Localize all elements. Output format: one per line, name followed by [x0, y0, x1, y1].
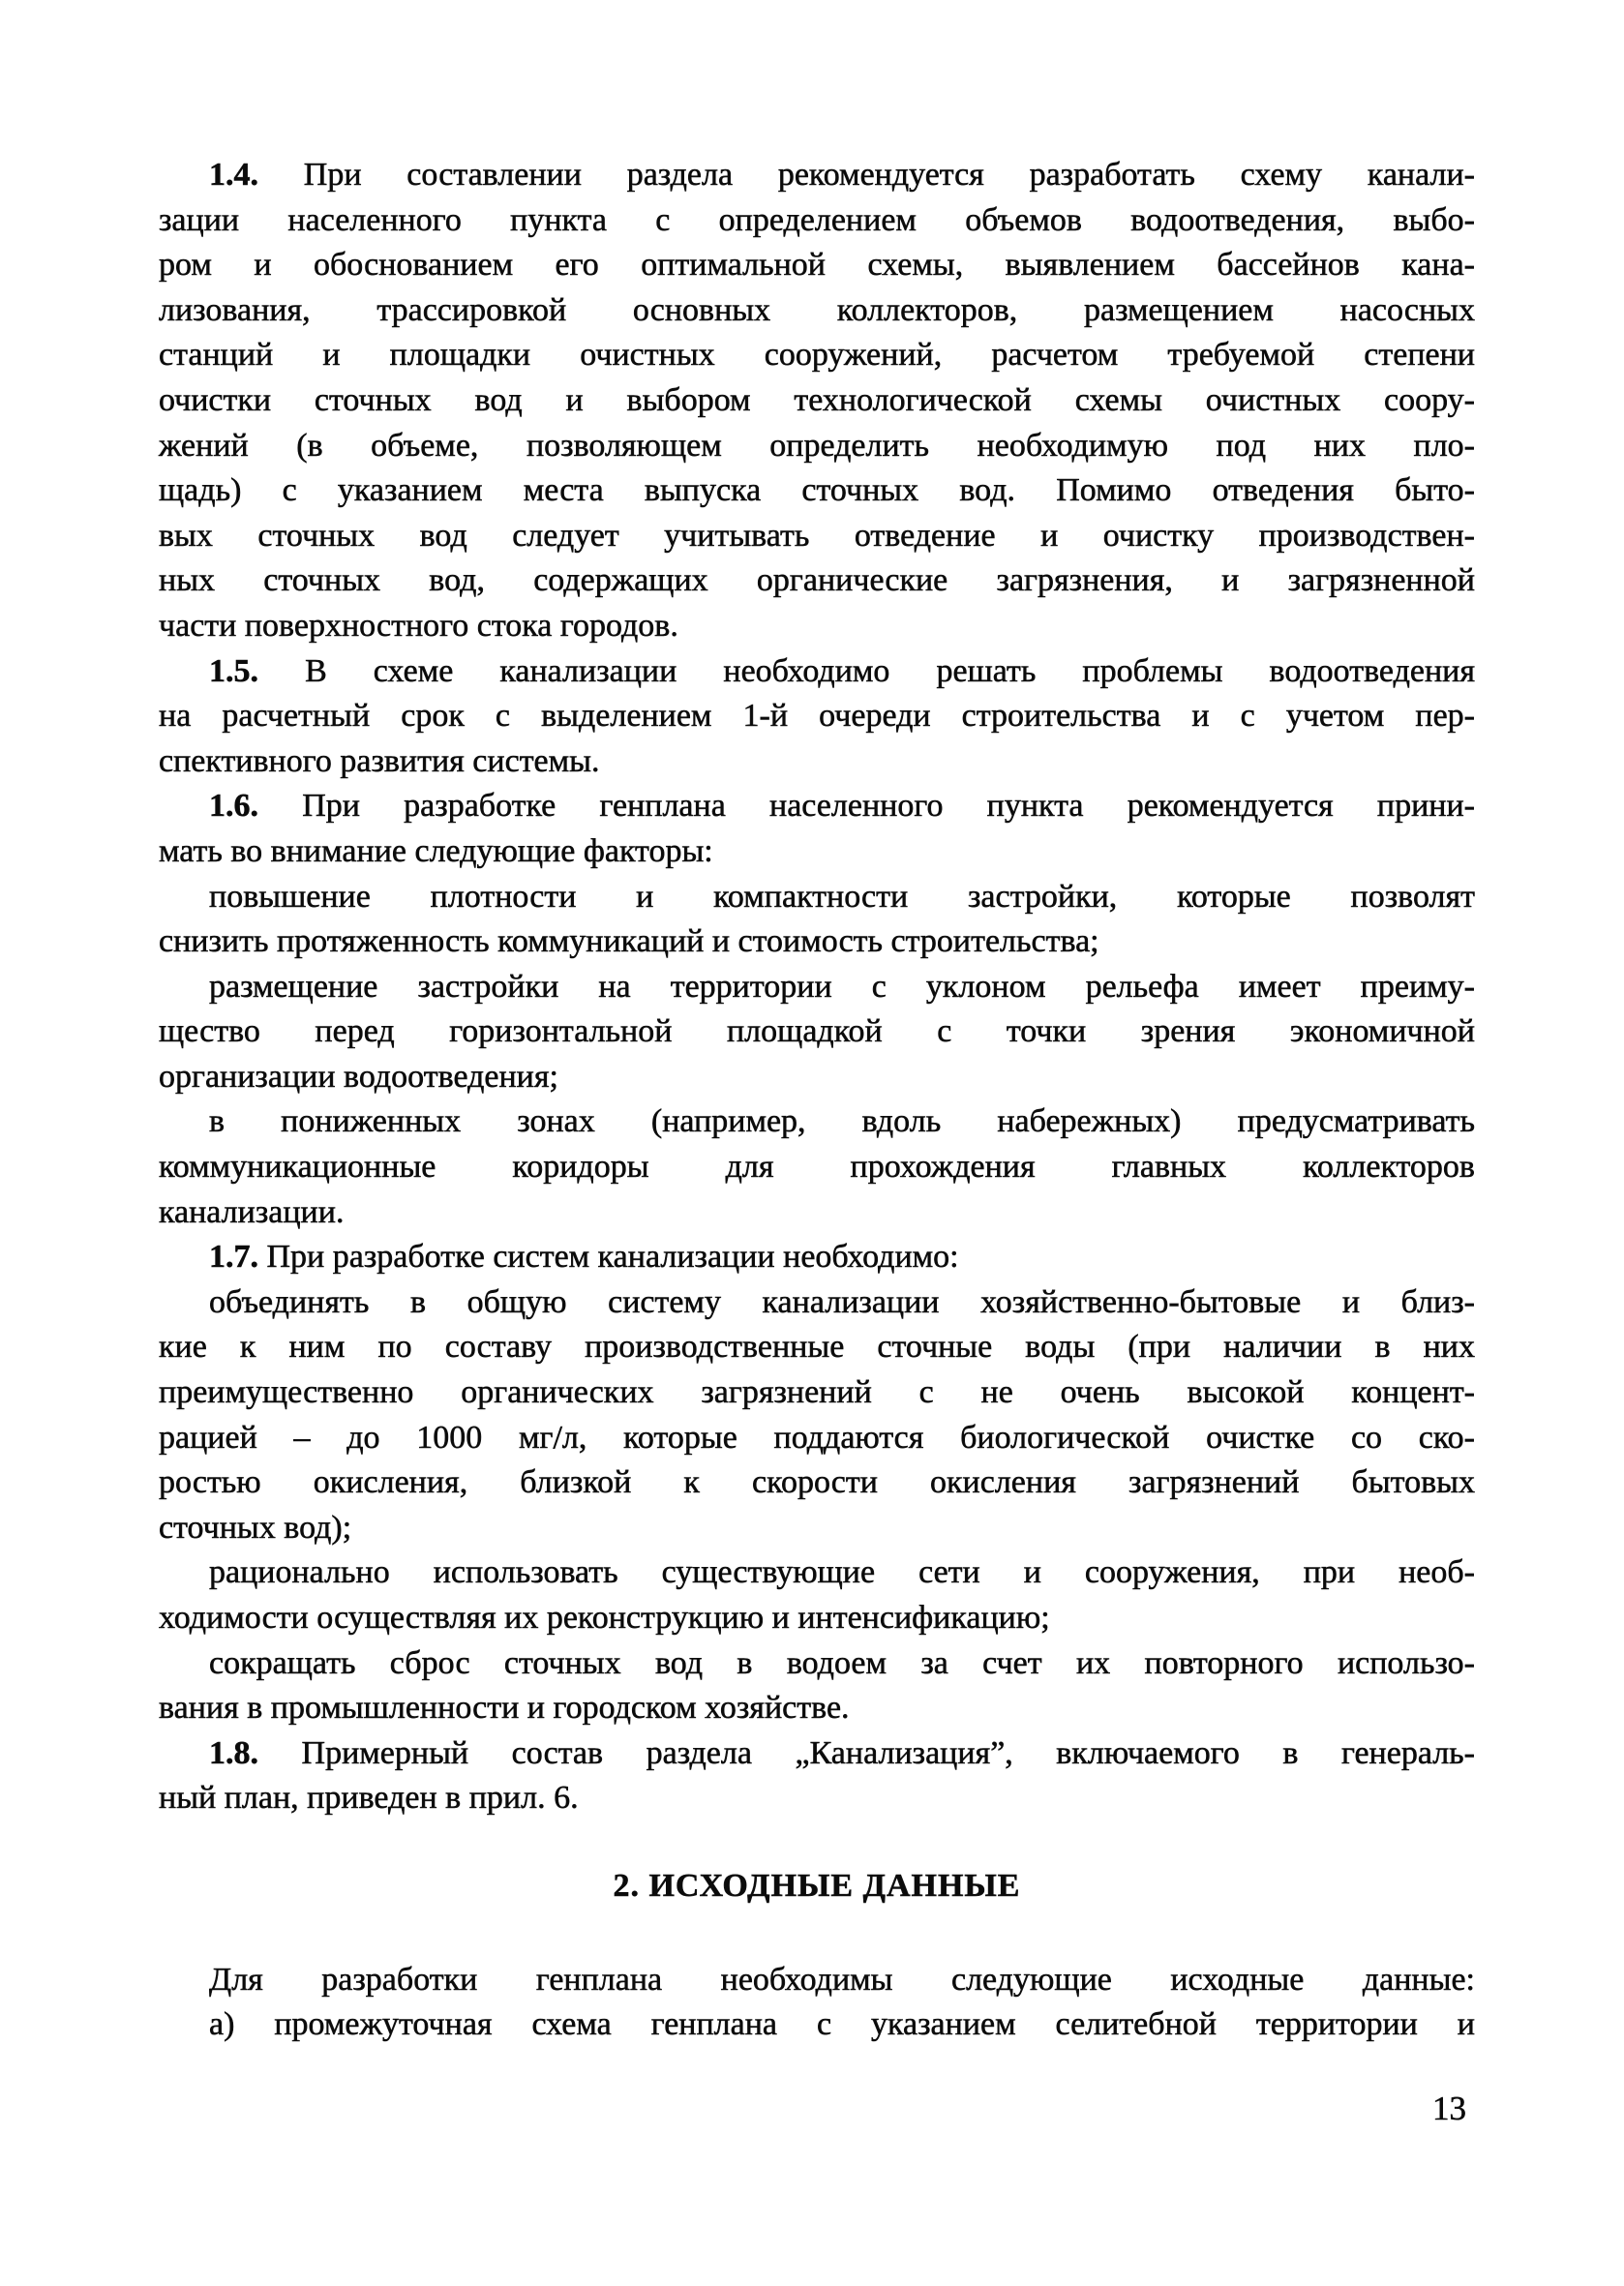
text-line: лизования, трассировкой основных коллекторов, размещением насосных [159, 291, 1475, 328]
text-line: 1.6. При разработке генплана населенного пункта рекомендуется прини- [209, 788, 1475, 825]
text-line: 1.8. Примерный состав раздела „Канализация”, включаемого в генераль- [209, 1734, 1475, 1771]
text-line: мать во внимание следующие факторы: [159, 832, 713, 869]
text-line: вания в промышленности и городском хозяйстве. [159, 1690, 850, 1727]
clause-number: 1.7. [209, 1239, 258, 1276]
text-line: в пониженных зонах (например, вдоль набережных) предусматривать [209, 1103, 1475, 1140]
text-line: ных сточных вод, содержащих органические загрязнения, и загрязненной [159, 562, 1475, 599]
text-line: сточных вод); [159, 1509, 352, 1546]
text-line: рацией – до 1000 мг/л, которые поддаются биологической очистке со ско- [159, 1419, 1475, 1456]
text-line: а) промежуточная схема генплана с указанием селитебной территории и [209, 2006, 1475, 2043]
text-line: ный план, приведен в прил. 6. [159, 1780, 579, 1817]
text-line: станций и площадки очистных сооружений, расчетом требуемой степени [159, 337, 1475, 374]
text-line: размещение застройки на территории с уклоном рельефа имеет преиму- [209, 968, 1475, 1005]
text-line: канализации. [159, 1193, 345, 1230]
text-line: объединять в общую систему канализации хозяйственно-бытовые и близ- [209, 1283, 1475, 1320]
text-line: 1.5. В схеме канализации необходимо решать проблемы водоотведения [209, 652, 1475, 689]
document-text-column [159, 153, 1475, 2048]
section2-paragraphs [159, 1958, 1475, 2048]
text-line: кие к ним по составу производственные сточные воды (при наличии в них [159, 1329, 1475, 1366]
text-line: повышение плотности и компактности застройки, которые позволят [209, 878, 1475, 915]
text-line: коммуникационные коридоры для прохождения главных коллекторов [159, 1149, 1475, 1186]
clause-number: 1.4. [209, 157, 258, 193]
text-line: организации водоотведения; [159, 1058, 558, 1095]
text-line: Для разработки генплана необходимы следующие исходные данные: [209, 1961, 1475, 1998]
text-line: ходимости осуществляя их реконструкцию и интенсификацию; [159, 1600, 1050, 1636]
clause-number: 1.8. [209, 1734, 258, 1771]
clause-number: 1.6. [209, 788, 258, 825]
text-line: жений (в объеме, позволяющем определить необходимую под них пло- [159, 427, 1475, 464]
text-line: щадь) с указанием места выпуска сточных вод. Помимо отведения быто- [159, 472, 1475, 509]
text-line: части поверхностного стока городов. [159, 607, 678, 644]
text-line: снизить протяженность коммуникаций и стоимость строительства; [159, 923, 1099, 960]
section-heading: 2. ИСХОДНЫЕ ДАННЫЕ [613, 1867, 1021, 1904]
text-line: преимущественно органических загрязнений с не очень высокой концент- [159, 1374, 1475, 1411]
text-line: ром и обоснованием его оптимальной схемы, выявлением бассейнов кана- [159, 247, 1475, 284]
body-paragraphs [159, 153, 1475, 1821]
text-line: 1.7. При разработке систем канализации необходимо: [209, 1239, 959, 1276]
text-line: зации населенного пункта с определением объемов водоотведения, выбо- [159, 201, 1475, 238]
text-line: сокращать сброс сточных вод в водоем за счет их повторного использо- [209, 1644, 1475, 1681]
clause-number: 1.5. [209, 652, 258, 689]
text-line: на расчетный срок с выделением 1-й очереди строительства и с учетом пер- [159, 698, 1475, 735]
text-line: вых сточных вод следует учитывать отведение и очистку производствен- [159, 517, 1475, 554]
text-line: ростью окисления, близкой к скорости окисления загрязнений бытовых [159, 1464, 1475, 1501]
page-number: 13 [1432, 2090, 1466, 2127]
text-line: 1.4. При составлении раздела рекомендуется разработать схему канали- [209, 157, 1475, 193]
text-line: рационально использовать существующие сети и сооружения, при необ- [209, 1554, 1475, 1591]
text-line: щество перед горизонтальной площадкой с точки зрения экономичной [159, 1013, 1475, 1050]
text-line: спективного развития системы. [159, 742, 600, 779]
text-line: очистки сточных вод и выбором технологической схемы очистных соору- [159, 381, 1475, 418]
